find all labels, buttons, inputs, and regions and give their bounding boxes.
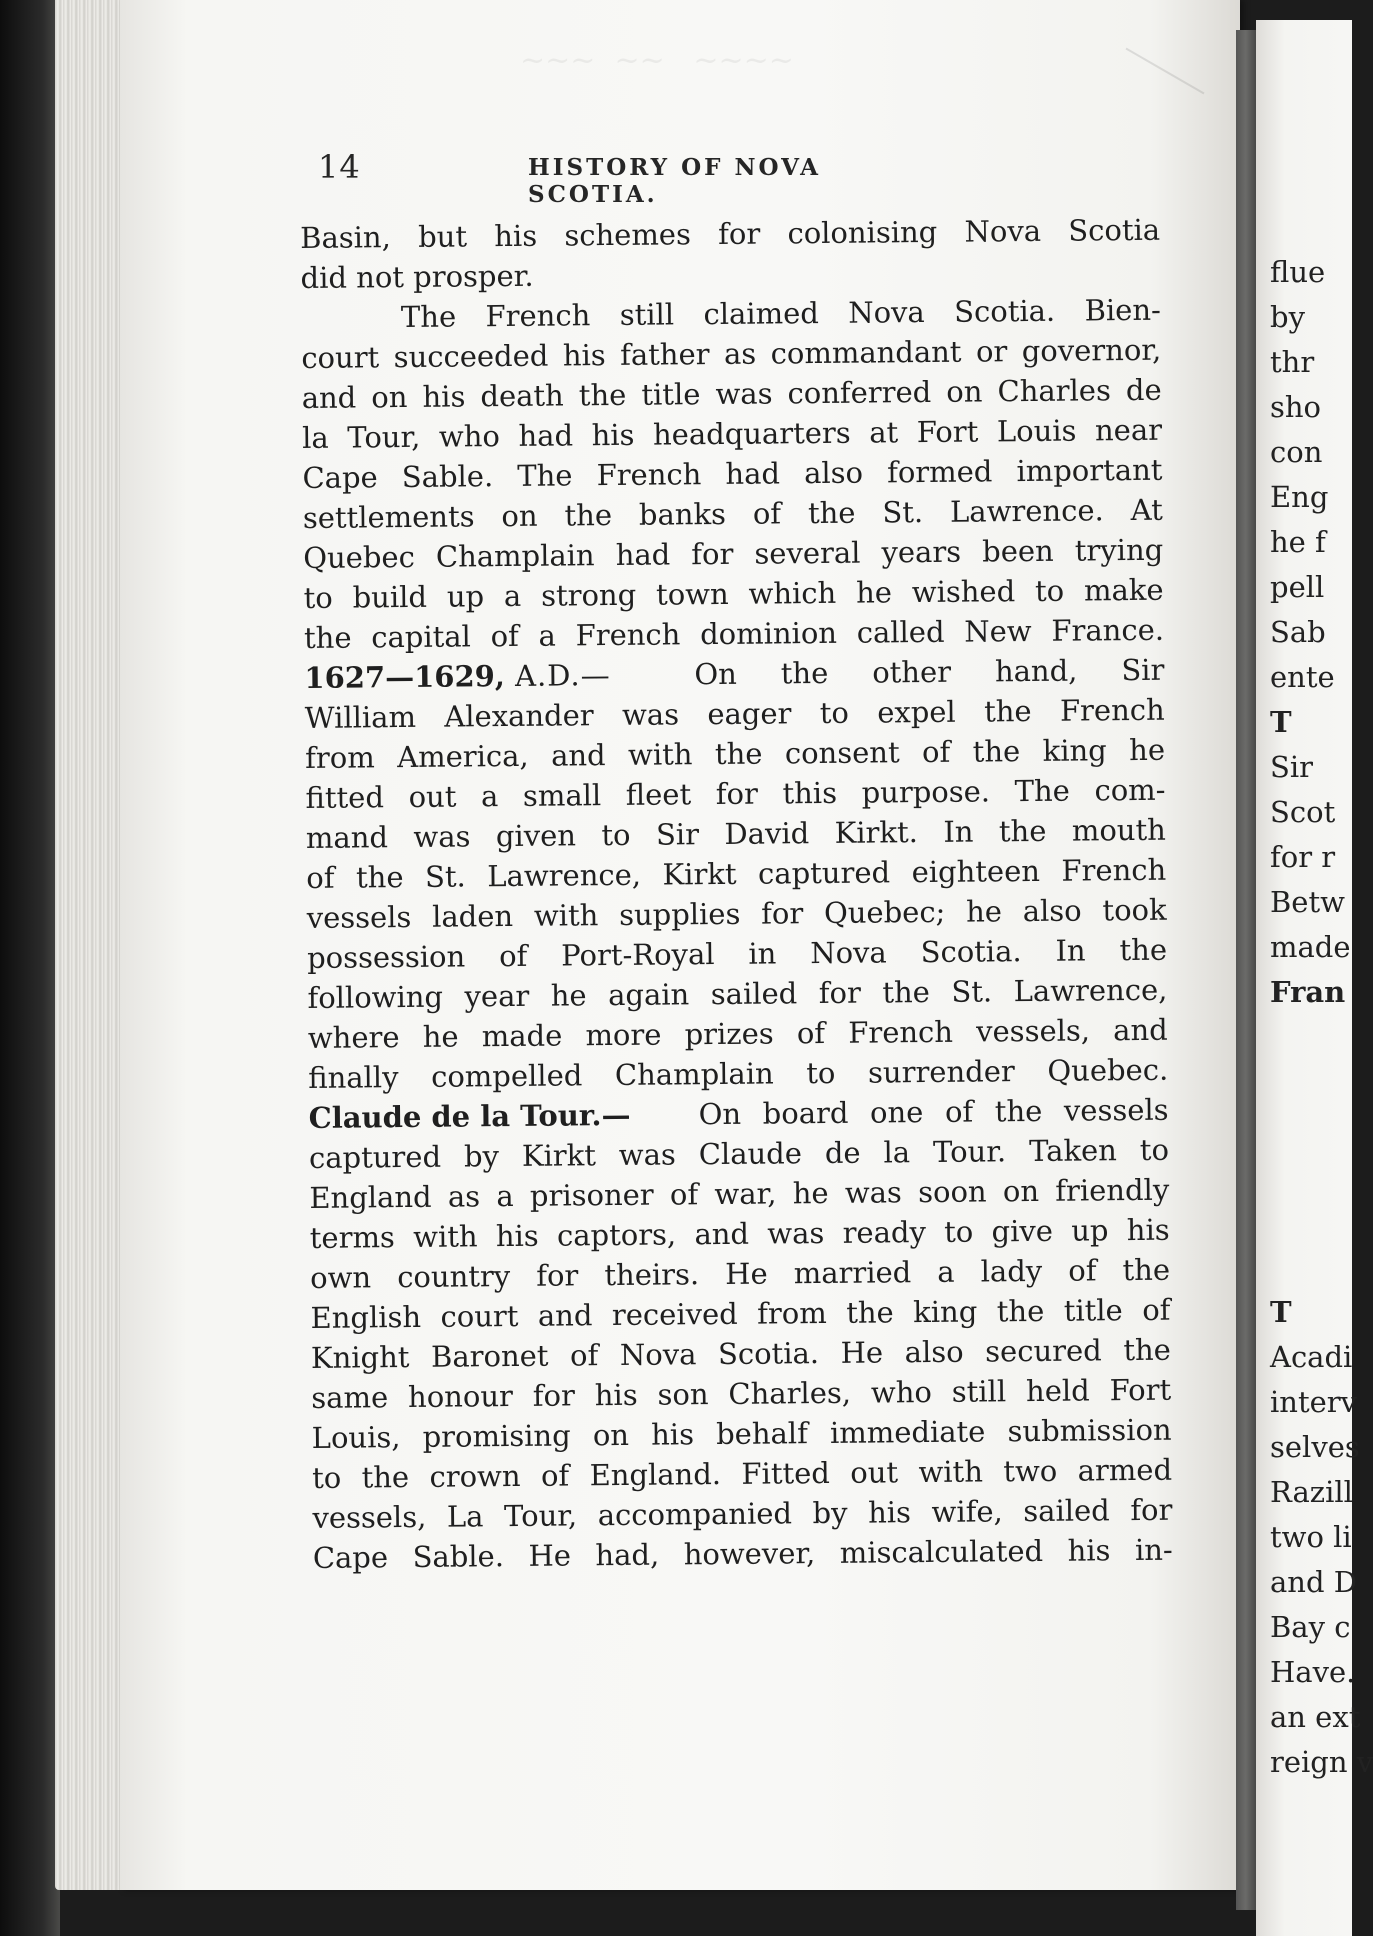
right-page-fragment: ente (1270, 660, 1335, 694)
text-line: to build up a strong town which he wished to make (303, 572, 1164, 615)
right-page-fragment: an ext (1270, 1700, 1361, 1734)
right-page-fragment: and D (1270, 1565, 1357, 1599)
text-line: and on his death the title was conferred on Charles de (301, 372, 1162, 415)
text-line: captured by Kirkt was Claude de la Tour. Taken to (308, 1132, 1170, 1175)
running-title: HISTORY OF NOVA SCOTIA. (528, 154, 822, 208)
right-page-fragment: pell (1270, 570, 1325, 604)
right-page-fragment: flue (1270, 255, 1326, 289)
right-page-lower-fragments (1270, 1290, 1373, 1785)
side-heading-continuation: On the other hand, Sir (694, 652, 1165, 692)
paper-scuff (1126, 48, 1205, 95)
right-page-fragment: con (1270, 435, 1323, 469)
text-line: same honour for his son Charles, who still held Fort (311, 1372, 1172, 1415)
right-page-fragment: Betw (1270, 885, 1345, 919)
text-line: fitted out a small fleet for this purpose. The com- (305, 772, 1166, 815)
right-page-fragment: Have. (1270, 1655, 1356, 1689)
text-line: Cape Sable. He had, however, miscalculated his in- (312, 1532, 1173, 1575)
text-line: vessels, La Tour, accompanied by his wife, sailed for (312, 1492, 1173, 1535)
right-page-fragment: Sab (1270, 615, 1326, 649)
text-line: vessels laden with supplies for Quebec; he also took (306, 892, 1167, 935)
text-line: Basin, but his schemes for colonising Nova Scotia (300, 212, 1161, 255)
text-line: la Tour, who had his headquarters at Fort Louis near (301, 412, 1163, 455)
right-page-fragment: Fran (1270, 975, 1346, 1009)
show-through-marks: ~~~ ~~ ~~~~ (520, 43, 794, 78)
text-line: Knight Baronet of Nova Scotia. He also secured the (310, 1332, 1172, 1375)
text-line (304, 650, 1164, 698)
right-page-fragment: thr (1270, 345, 1315, 379)
text-line: did not prosper. (300, 258, 534, 295)
text-line: of the St. Lawrence, Kirkt captured eighteen French (306, 852, 1167, 895)
text-line: finally compelled Champlain to surrender Quebec. (308, 1052, 1169, 1095)
text-line: William Alexander was eager to expel the French (304, 692, 1165, 735)
side-heading: 1627—1629, A.D.— (304, 658, 611, 695)
text-line: to the crown of England. Fitted out with two armed (311, 1452, 1173, 1495)
side-heading-continuation: On board one of the vessels (698, 1092, 1169, 1132)
text-line: court succeeded his father as commandant or governor, (301, 332, 1162, 375)
right-page-fragment: T (1270, 1295, 1292, 1329)
text-line: own country for theirs. He married a lady of the (310, 1252, 1171, 1295)
right-page-fragment: sho (1270, 390, 1322, 424)
right-page-fragment: Bay c (1270, 1610, 1351, 1644)
text-line: Cape Sable. The French had also formed important (302, 452, 1163, 495)
text-line: England as a prisoner of war, he was soon on friendly (309, 1172, 1170, 1215)
right-page-fragment: interv (1270, 1385, 1358, 1419)
text-line: Louis, promising on his behalf immediate submission (311, 1412, 1172, 1455)
text-line: The French still claimed Nova Scotia. Bien- (400, 292, 1162, 335)
right-page-fragment: Eng (1270, 480, 1329, 514)
right-page-fragment: for r (1270, 840, 1336, 874)
text-line: possession of Port-Royal in Nova Scotia. In the (306, 932, 1168, 975)
text-line: settlements on the banks of the St. Lawrence. At (302, 492, 1163, 535)
right-page-fragment: selves (1270, 1430, 1360, 1464)
text-line: English court and received from the king the title of (310, 1292, 1171, 1335)
running-head (318, 148, 958, 208)
text-line: the capital of a French dominion called New France. (303, 612, 1165, 655)
right-page-fragment: Acadi (1270, 1340, 1353, 1374)
text-line: terms with his captors, and was ready to give up his (309, 1212, 1170, 1255)
right-page-fragment: reign v (1270, 1745, 1373, 1779)
right-page (1256, 20, 1373, 1936)
text-line: Quebec Champlain had for several years been trying (303, 532, 1164, 575)
right-page-fragment: Sir (1270, 750, 1314, 784)
right-page-fragment: T (1270, 705, 1292, 739)
text-line: following year he again sailed for the St. Lawrence, (307, 972, 1168, 1015)
right-page-fragment: he f (1270, 525, 1326, 559)
page-number: 14 (318, 148, 361, 186)
right-page-fragment: Razill (1270, 1475, 1353, 1509)
right-page-upper-fragments (1270, 250, 1351, 1015)
side-heading: Claude de la Tour.— (308, 1097, 631, 1135)
right-page-fragment: by (1270, 300, 1305, 334)
text-line: where he made more prizes of French vessels, and (307, 1012, 1168, 1055)
text-line: mand was given to Sir David Kirkt. In the mouth (305, 812, 1167, 855)
body-text (300, 210, 1173, 1578)
scan-edge-shadow (0, 0, 60, 1936)
right-page-fragment: Scot (1270, 795, 1336, 829)
right-page-fragment: two li (1270, 1520, 1352, 1554)
right-page-fragment: made (1270, 930, 1351, 964)
text-line: from America, and with the consent of the king he (305, 732, 1166, 775)
